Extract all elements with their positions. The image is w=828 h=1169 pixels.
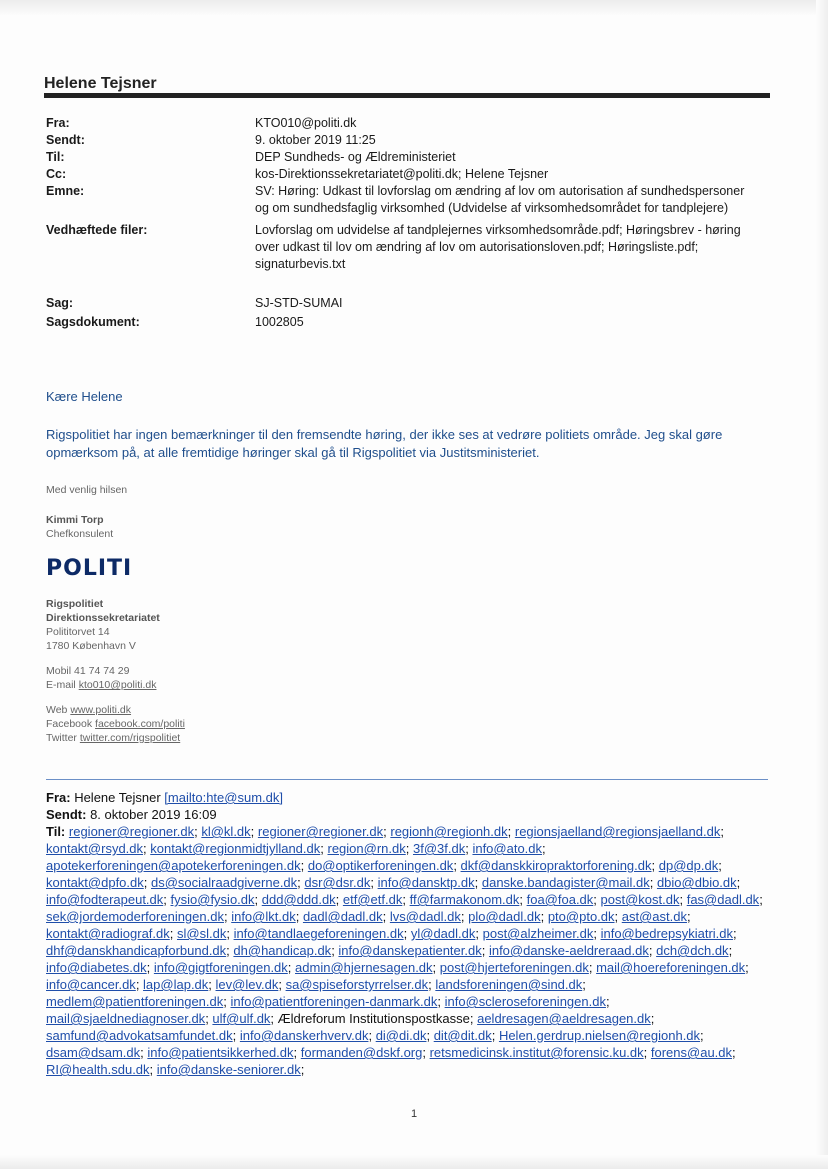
recipient-separator: ; <box>736 875 741 890</box>
recipient-separator: ; <box>422 1045 430 1060</box>
meta-label: Fra: <box>46 116 70 130</box>
recipient-separator: ; <box>368 1028 376 1043</box>
recipient-separator: ; <box>300 858 308 873</box>
politi-logo: POLITI <box>46 556 133 581</box>
signature-mobile: Mobil 41 74 74 29 <box>46 665 130 677</box>
recipient-separator: ; <box>720 824 724 839</box>
recipient-email-link[interactable]: dp@dp.dk <box>658 858 719 873</box>
meta-value: KTO010@politi.dk <box>255 116 357 130</box>
recipient-separator: ; <box>582 977 586 992</box>
meta-label: Sendt: <box>46 133 85 147</box>
recipient-email-link[interactable]: kontakt@radiograf.dk <box>46 926 170 941</box>
scan-edge <box>816 0 828 1169</box>
forward-sent-value: 8. oktober 2019 16:09 <box>90 807 217 822</box>
meta-row-case <box>46 295 766 312</box>
recipient-email-link[interactable]: foa@foa.dk <box>526 892 594 907</box>
recipient-email-link[interactable]: kontakt@rsyd.dk <box>46 841 144 856</box>
recipient-email-link[interactable]: post@kost.dk <box>600 892 680 907</box>
recipient-separator: ; <box>649 875 657 890</box>
recipient-email-link[interactable]: ds@socialraadgiverne.dk <box>151 875 298 890</box>
signature-web-link[interactable]: www.politi.dk <box>70 704 132 716</box>
recipient-separator: ; <box>700 1028 704 1043</box>
recipient-separator: ; <box>226 926 234 941</box>
recipient-separator: ; <box>169 926 177 941</box>
forwarded-message-header <box>46 789 768 1078</box>
signature-street: Polititorvet 14 <box>46 626 110 638</box>
recipient-separator: ; <box>643 1045 651 1060</box>
recipient-separator: ; <box>519 892 527 907</box>
recipient-separator: ; <box>163 892 171 907</box>
recipient-email-link[interactable]: dadl@dadl.dk <box>302 909 383 924</box>
recipient-separator: ; <box>540 909 548 924</box>
recipient-separator: ; <box>223 909 232 924</box>
recipient-separator: ; <box>300 1062 305 1077</box>
signature-twitter-label: Twitter <box>46 732 77 744</box>
recipient-email-link[interactable]: info@tandlaegeforeningen.dk <box>233 926 404 941</box>
recipient-email-link[interactable]: kontakt@dpfo.dk <box>46 875 144 890</box>
recipient-email-link[interactable]: etf@etf.dk <box>342 892 403 907</box>
recipient-separator: ; <box>733 926 737 941</box>
recipient-separator: ; <box>745 960 749 975</box>
meta-label: Vedhæftede filer: <box>46 223 148 237</box>
recipient-separator: ; <box>648 943 657 958</box>
recipient-separator: ; <box>135 977 144 992</box>
signature-title: Chefkonsulent <box>46 528 114 540</box>
forward-separator <box>46 779 768 780</box>
recipient-separator: ; <box>453 858 461 873</box>
signature-closing: Med venlig hilsen <box>46 484 128 496</box>
recipient-email-link[interactable]: dch@dch.dk <box>656 943 729 958</box>
page-number: 1 <box>410 1108 418 1120</box>
recipient-separator: ; <box>465 841 473 856</box>
recipient-email-link[interactable]: lvs@dadl.dk <box>389 909 461 924</box>
recipient-email-link[interactable]: samfund@advokatsamfundet.dk <box>46 1028 233 1043</box>
recipient-email-link[interactable]: info@danskerhverv.dk <box>239 1028 369 1043</box>
recipient-separator: ; <box>295 909 303 924</box>
recipient-email-link[interactable]: kl@kl.dk <box>201 824 251 839</box>
recipient-separator: ; <box>293 1045 301 1060</box>
signature-facebook-link[interactable]: facebook.com/politi <box>95 718 185 730</box>
recipient-separator: ; <box>474 875 482 890</box>
meta-value: 1002805 <box>255 315 304 329</box>
recipient-email-link[interactable]: regionh@regionh.dk <box>390 824 508 839</box>
recipient-separator: ; <box>335 892 343 907</box>
recipient-email-link[interactable]: admin@hjernesagen.dk <box>295 960 433 975</box>
signature-name: Kimmi Torp <box>46 514 104 526</box>
recipient-separator: ; <box>205 1011 213 1026</box>
recipient-email-link[interactable]: sek@jordemoderforeningen.dk <box>46 909 224 924</box>
recipient-email-link[interactable]: info@gigtforeningen.dk <box>153 960 288 975</box>
recipient-email-link[interactable]: ast@ast.dk <box>621 909 687 924</box>
recipient-separator: ; <box>403 926 411 941</box>
signature-city: 1780 København V <box>46 640 136 652</box>
recipient-email-link[interactable]: post@hjerteforeningen.dk <box>439 960 589 975</box>
recipient-separator: ; <box>426 1028 434 1043</box>
recipient-email-link[interactable]: 3f@3f.dk <box>412 841 466 856</box>
recipient-email-link[interactable]: info@ato.dk <box>472 841 543 856</box>
sender-name: Helene Tejsner <box>44 75 157 92</box>
forward-from-line <box>46 789 768 806</box>
recipient-email-link[interactable]: aeldresagen@aeldresagen.dk <box>477 1011 651 1026</box>
message-body: Rigspolitiet har ingen bemærkninger til den fremsendte høring, der ikke ses at vedrøre politiets område. Jeg skal gøre opmærksom på, at alle fremtidige høringer skal gå til Rigspolitiet via Justitsministeriet. <box>46 427 723 460</box>
meta-value: SV: Høring: Udkast til lovforslag om ændring af lov om autorisation af sundhedspersoner og om sundhedsfaglig virksomhed (Udvidelse af virksomhedsområdet for tandplejere) <box>255 184 745 215</box>
recipient-separator: ; <box>469 1011 478 1026</box>
signature-address <box>46 597 446 653</box>
signature-person <box>46 513 446 541</box>
meta-value: SJ-STD-SUMAI <box>255 296 343 310</box>
recipient-email-link[interactable]: info@patientforeningen-danmark.dk <box>230 994 438 1009</box>
scan-edge <box>0 1155 828 1169</box>
recipient-email-link[interactable]: kontakt@regionmidtjylland.dk <box>150 841 321 856</box>
recipient-separator: ; <box>588 960 597 975</box>
recipient-separator: ; <box>481 943 489 958</box>
recipient-separator: ; <box>491 1028 499 1043</box>
recipient-separator: ; <box>370 875 378 890</box>
recipient-separator: ; <box>651 858 659 873</box>
meta-row-case-document <box>46 314 766 331</box>
recipient-email-link[interactable]: di@di.dk <box>375 1028 427 1043</box>
recipient-separator: ; <box>402 892 410 907</box>
recipient-email-link[interactable]: do@optikerforeningen.dk <box>307 858 454 873</box>
signature-twitter-link[interactable]: twitter.com/rigspolitiet <box>79 732 181 744</box>
signature-email-label: E-mail <box>46 679 76 691</box>
meta-label: Sagsdokument: <box>46 315 140 329</box>
recipient-separator: ; <box>320 841 328 856</box>
recipient-separator: ; <box>278 977 286 992</box>
recipient-email-link[interactable]: RI@health.sdu.dk <box>46 1062 150 1077</box>
recipient-email-link[interactable]: post@alzheimer.dk <box>482 926 594 941</box>
recipient-separator: ; <box>140 1045 148 1060</box>
recipient-email-link[interactable]: Helen.gerdrup.nielsen@regionh.dk <box>498 1028 701 1043</box>
recipient-separator: ; <box>686 909 691 924</box>
recipient-separator: ; <box>270 1011 278 1026</box>
forward-to-label: Til: <box>46 824 66 839</box>
signature-web-label: Web <box>46 704 68 716</box>
recipient-separator: ; <box>614 909 622 924</box>
recipient-separator: ; <box>475 926 483 941</box>
recipient-email-link[interactable]: ff@farmakonom.dk <box>409 892 520 907</box>
recipient-email-link[interactable]: region@rn.dk <box>327 841 406 856</box>
recipient-separator: ; <box>718 858 722 873</box>
recipient-separator: ; <box>507 824 515 839</box>
meta-row-from <box>46 115 766 132</box>
recipient-email-link[interactable]: mail@hoereforeningen.dk <box>596 960 746 975</box>
recipient-email-link[interactable]: info@diabetes.dk <box>46 960 147 975</box>
forward-sent-line <box>46 806 768 823</box>
recipient-email-link[interactable]: info@cancer.dk <box>46 977 136 992</box>
recipient-email-link[interactable]: dhf@danskhandicapforbund.dk <box>46 943 227 958</box>
recipient-email-link[interactable]: info@danskepatienter.dk <box>338 943 482 958</box>
recipient-separator: ; <box>542 841 546 856</box>
recipient-separator: ; <box>331 943 339 958</box>
recipient-email-link[interactable]: fysio@fysio.dk <box>170 892 255 907</box>
forward-from-name: Helene Tejsner <box>74 790 161 805</box>
recipient-separator: ; <box>679 892 687 907</box>
recipient-email-link[interactable]: dsr@dsr.dk <box>304 875 371 890</box>
recipient-separator: ; <box>250 824 258 839</box>
meta-row-sent <box>46 132 766 149</box>
recipient-separator: ; <box>432 960 440 975</box>
recipient-separator: ; <box>593 892 601 907</box>
signature-contact <box>46 664 446 692</box>
recipient-email-link[interactable]: fas@dadl.dk <box>686 892 760 907</box>
signature-facebook-label: Facebook <box>46 718 93 730</box>
forward-to-line <box>46 823 768 1078</box>
recipient-email-link[interactable]: dbio@dbio.dk <box>656 875 737 890</box>
meta-row-subject <box>46 183 766 217</box>
meta-row-attachments <box>46 222 766 273</box>
recipient-separator: ; <box>149 1062 157 1077</box>
meta-label: Sag: <box>46 296 74 310</box>
forward-sent-label: Sendt: <box>46 807 87 822</box>
recipient-email-link[interactable]: info@patientsikkerhed.dk <box>147 1045 294 1060</box>
meta-label: Til: <box>46 150 65 164</box>
recipient-email-link[interactable]: formanden@dskf.org <box>300 1045 423 1060</box>
recipient-separator: ; <box>759 892 763 907</box>
recipient-separator: ; <box>297 875 305 890</box>
scan-edge <box>0 0 828 16</box>
recipient-separator: ; <box>143 841 151 856</box>
signature-web-line <box>46 703 446 717</box>
recipient-email-link[interactable]: regioner@regioner.dk <box>68 824 195 839</box>
recipient-separator: ; <box>143 875 151 890</box>
recipient-email-link[interactable]: lev@lev.dk <box>215 977 279 992</box>
recipient-email-link[interactable]: pto@pto.dk <box>547 909 615 924</box>
recipient-email-link[interactable]: info@dansktp.dk <box>377 875 475 890</box>
meta-value: kos-Direktionssekretariatet@politi.dk; Helene Tejsner <box>255 167 549 181</box>
forward-from-mailto-link[interactable]: [mailto:hte@sum.dk] <box>164 790 283 805</box>
recipient-email-link[interactable]: medlem@patientforeningen.dk <box>46 994 224 1009</box>
recipient-email-link[interactable]: ulf@ulf.dk <box>212 1011 271 1026</box>
recipient-email-link[interactable]: forens@au.dk <box>650 1045 733 1060</box>
recipient-separator: ; <box>732 1045 736 1060</box>
recipient-separator: ; <box>194 824 202 839</box>
recipient-email-link[interactable]: info@scleroseforeningen.dk <box>444 994 606 1009</box>
meta-value: DEP Sundheds- og Ældreministeriet <box>255 150 456 164</box>
recipient-email-link[interactable]: landsforeningen@sind.dk <box>435 977 583 992</box>
recipient-separator: ; <box>226 943 234 958</box>
signature-twitter-line <box>46 731 446 745</box>
signature-facebook-line <box>46 717 446 731</box>
recipient-plain: Ældreforum Institutionspostkasse <box>277 1011 470 1026</box>
signature-org: Rigspolitiet <box>46 598 104 610</box>
email-metadata <box>46 115 766 331</box>
meta-value: 9. oktober 2019 11:25 <box>255 133 376 147</box>
recipient-email-link[interactable]: apotekerforeningen@apotekerforeningen.dk <box>46 858 301 873</box>
recipient-separator: ; <box>605 994 610 1009</box>
recipient-separator: ; <box>382 909 390 924</box>
recipient-separator: ; <box>254 892 262 907</box>
recipient-separator: ; <box>223 994 231 1009</box>
recipient-email-link[interactable]: sa@spiseforstyrrelser.dk <box>285 977 429 992</box>
recipient-email-link[interactable]: retsmedicinsk.institut@forensic.ku.dk <box>429 1045 644 1060</box>
recipient-separator: ; <box>428 977 436 992</box>
greeting: Kære Helene <box>46 389 123 404</box>
recipient-separator: ; <box>728 943 733 958</box>
recipient-email-link[interactable]: ddd@ddd.dk <box>261 892 336 907</box>
recipient-email-link[interactable]: lap@lap.dk <box>143 977 209 992</box>
recipient-email-link[interactable]: yl@dadl.dk <box>410 926 476 941</box>
recipient-separator: ; <box>146 960 154 975</box>
recipient-separator: ; <box>437 994 445 1009</box>
recipient-separator: ; <box>593 926 601 941</box>
recipient-email-link[interactable]: danske.bandagister@mail.dk <box>481 875 650 890</box>
recipient-email-link[interactable]: info@bedrepsykiatri.dk <box>600 926 734 941</box>
recipient-email-link[interactable]: mail@sjaeldnediagnoser.dk <box>46 1011 206 1026</box>
recipient-email-link[interactable]: info@fodterapeut.dk <box>46 892 164 907</box>
recipient-email-link[interactable]: info@lkt.dk <box>231 909 296 924</box>
recipient-email-link[interactable]: info@danske-seniorer.dk <box>156 1062 301 1077</box>
signature-email-link[interactable]: kto010@politi.dk <box>78 679 157 691</box>
recipient-separator: ; <box>405 841 413 856</box>
recipient-separator: ; <box>383 824 391 839</box>
meta-value: Lovforslag om udvidelse af tandplejernes virksomhedsområde.pdf; Høringsbrev - høring over udkast til lov om ændring af lov om autorisationsloven.pdf; Høringsliste.pdf; signaturbevis.txt <box>255 223 741 271</box>
recipient-email-link[interactable]: dh@handicap.dk <box>233 943 332 958</box>
meta-label: Cc: <box>46 167 67 181</box>
recipient-separator: ; <box>287 960 296 975</box>
header-rule <box>44 93 770 98</box>
recipient-email-link[interactable]: dit@dit.dk <box>433 1028 492 1043</box>
signature-web-links <box>46 703 446 745</box>
meta-label: Emne: <box>46 184 85 198</box>
recipient-email-link[interactable]: regioner@regioner.dk <box>257 824 384 839</box>
forward-from-label: Fra: <box>46 790 71 805</box>
recipient-email-link[interactable]: dkf@danskkiropraktorforening.dk <box>460 858 652 873</box>
recipient-separator: ; <box>650 1011 655 1026</box>
recipient-email-link[interactable]: plo@dadl.dk <box>468 909 541 924</box>
recipient-email-link[interactable]: info@danske-aeldreraad.dk <box>488 943 649 958</box>
signature-dept: Direktionssekretariatet <box>46 612 160 624</box>
recipient-separator: ; <box>460 909 469 924</box>
recipient-separator: ; <box>208 977 216 992</box>
meta-row-to <box>46 149 766 166</box>
meta-row-cc <box>46 166 766 183</box>
recipient-email-link[interactable]: dsam@dsam.dk <box>46 1045 141 1060</box>
recipient-email-link[interactable]: regionsjaelland@regionsjaelland.dk <box>514 824 721 839</box>
recipient-email-link[interactable]: sl@sl.dk <box>177 926 227 941</box>
signature-email-line <box>46 678 446 692</box>
recipient-separator: ; <box>232 1028 240 1043</box>
